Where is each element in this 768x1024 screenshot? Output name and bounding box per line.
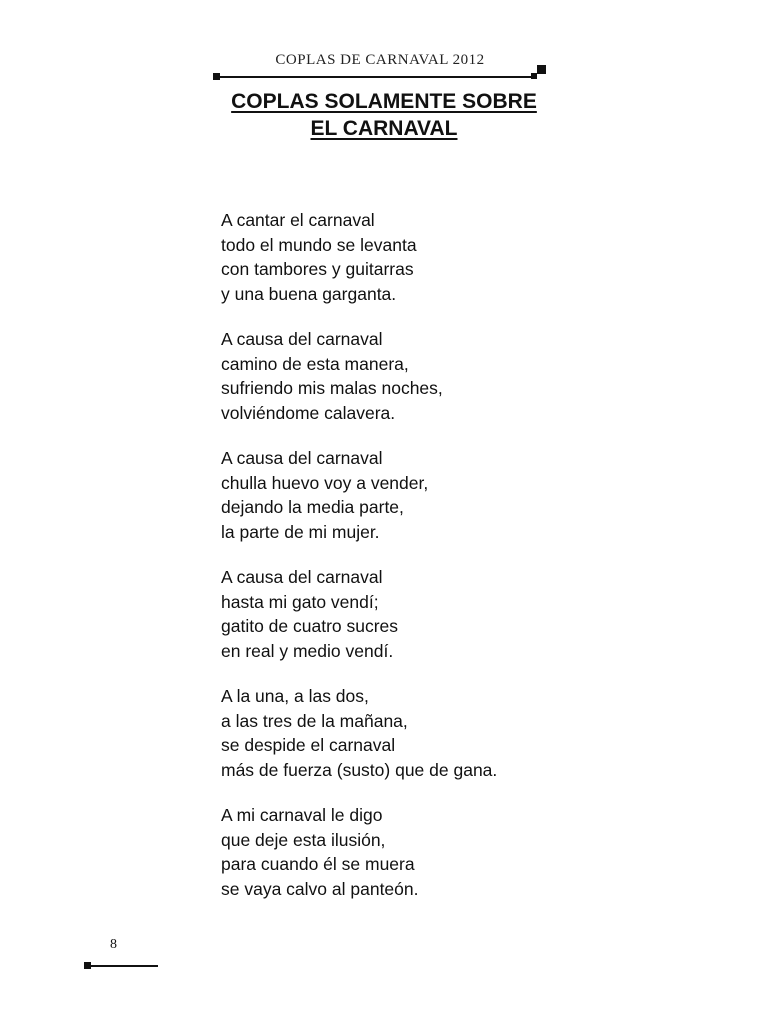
running-header-title: COPLAS DE CARNAVAL 2012 (275, 52, 485, 68)
header-rule-left-square (213, 73, 220, 80)
verse-line: y una buena garganta. (221, 283, 397, 304)
poem-body (221, 208, 681, 922)
verse-line: para cuando él se muera (221, 854, 415, 874)
stanza (221, 208, 681, 306)
verse-line: volviéndome calavera. (221, 402, 396, 423)
verse-line: gatito de cuatro sucres (221, 616, 399, 636)
document-title (200, 88, 568, 142)
verse-line: A mi carnaval le digo (221, 805, 383, 825)
stanza (221, 684, 681, 782)
verse-line: en real y medio vendí. (221, 640, 394, 661)
verse-line: A cantar el carnaval (221, 210, 375, 230)
verse-line: camino de esta manera, (221, 353, 409, 374)
verse-line: que deje esta ilusión, (221, 829, 386, 850)
verse-line: sufriendo mis malas noches, (221, 378, 443, 398)
verse-line: más de fuerza (susto) que de gana. (221, 759, 498, 780)
header-rule-right-square-large (537, 65, 546, 74)
verse-line: se despide el carnaval (221, 735, 396, 755)
stanza (221, 446, 681, 544)
stanza (221, 327, 681, 425)
verse-line: hasta mi gato vendí; (221, 591, 379, 612)
verse-line: dejando la media parte, (221, 497, 404, 517)
verse-line: con tambores y guitarras (221, 259, 414, 279)
document-title-line-2: EL CARNAVAL (310, 117, 458, 140)
stanza (221, 803, 681, 901)
verse-line: a las tres de la mañana, (221, 710, 408, 731)
verse-line: chulla huevo voy a vender, (221, 472, 429, 493)
verse-line: A causa del carnaval (221, 329, 383, 349)
footer-rule (88, 965, 158, 967)
verse-line: la parte de mi mujer. (221, 521, 380, 542)
header-rule (217, 76, 537, 78)
verse-line: todo el mundo se levanta (221, 234, 417, 255)
verse-line: se vaya calvo al panteón. (221, 878, 419, 899)
header-rule-right-square-small (531, 73, 537, 79)
verse-line: A la una, a las dos, (221, 686, 369, 706)
verse-line: A causa del carnaval (221, 448, 383, 468)
verse-line: A causa del carnaval (221, 567, 383, 587)
page-number: 8 (110, 937, 117, 952)
stanza (221, 565, 681, 663)
footer-rule-left-square (84, 962, 91, 969)
document-title-line-1: COPLAS SOLAMENTE SOBRE (231, 90, 537, 113)
